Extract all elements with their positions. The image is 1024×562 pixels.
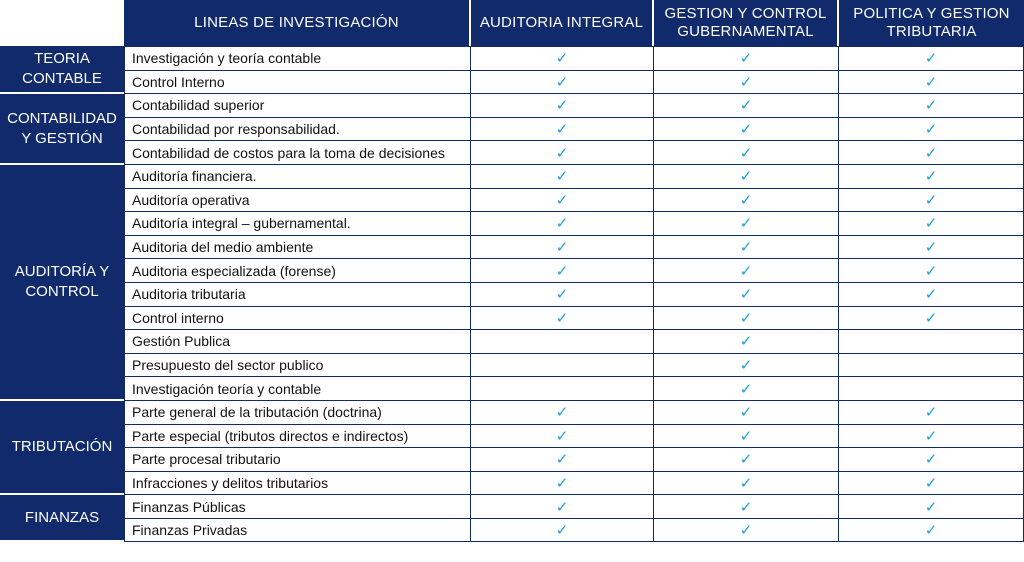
- table-row: [0, 165, 1024, 189]
- check-politica-tributaria-cell: [839, 118, 1024, 142]
- check-icon: ✓: [739, 215, 753, 233]
- check-icon: ✓: [739, 239, 753, 257]
- table-row: [0, 46, 1024, 71]
- check-auditoria-integral-cell: [471, 212, 654, 236]
- check-auditoria-integral-cell: [471, 519, 654, 543]
- check-politica-tributaria-cell: [839, 495, 1024, 519]
- area-label: AUDITORÍA Y CONTROL: [0, 165, 124, 401]
- check-icon: ✓: [924, 144, 938, 162]
- check-icon: ✓: [739, 498, 753, 516]
- check-icon: ✓: [555, 262, 569, 280]
- research-line-label: Auditoria del medio ambiente: [124, 236, 471, 260]
- check-auditoria-integral-cell: [471, 401, 654, 425]
- check-icon: ✓: [924, 451, 938, 469]
- area-label: TRIBUTACIÓN: [0, 401, 124, 495]
- check-gestion-control-cell: [654, 472, 839, 496]
- table-row: [0, 425, 1024, 449]
- table-row: [0, 118, 1024, 142]
- check-politica-tributaria-cell: [839, 259, 1024, 283]
- check-icon: ✓: [555, 73, 569, 91]
- check-politica-tributaria-cell: [839, 71, 1024, 95]
- check-gestion-control-cell: [654, 94, 839, 118]
- check-icon: ✓: [739, 309, 753, 327]
- check-icon: ✓: [555, 168, 569, 186]
- table-row: [0, 141, 1024, 165]
- check-politica-tributaria-cell: [839, 519, 1024, 543]
- research-line-label: Auditoria especializada (forense): [124, 259, 471, 283]
- table-row: [0, 189, 1024, 213]
- check-icon: ✓: [739, 286, 753, 304]
- check-icon: ✓: [924, 498, 938, 516]
- check-icon: ✓: [555, 215, 569, 233]
- check-icon: ✓: [555, 239, 569, 257]
- check-icon: ✓: [739, 191, 753, 209]
- check-gestion-control-cell: [654, 401, 839, 425]
- check-politica-tributaria-cell: [839, 212, 1024, 236]
- check-icon: ✓: [924, 168, 938, 186]
- check-gestion-control-cell: [654, 46, 839, 71]
- check-icon: ✓: [555, 121, 569, 139]
- research-line-label: Control Interno: [124, 71, 471, 95]
- check-gestion-control-cell: [654, 118, 839, 142]
- table-row: [0, 71, 1024, 95]
- check-gestion-control-cell: [654, 448, 839, 472]
- check-politica-tributaria-cell: [839, 425, 1024, 449]
- check-icon: ✓: [555, 97, 569, 115]
- check-gestion-control-cell: [654, 141, 839, 165]
- check-auditoria-integral-cell: [471, 46, 654, 71]
- research-line-label: Auditoría financiera.: [124, 165, 471, 189]
- research-line-label: Infracciones y delitos tributarios: [124, 472, 471, 496]
- check-gestion-control-cell: [654, 189, 839, 213]
- research-line-label: Gestión Publica: [124, 330, 471, 354]
- check-icon: ✓: [924, 474, 938, 492]
- check-auditoria-integral-cell: [471, 118, 654, 142]
- check-icon: ✓: [739, 73, 753, 91]
- check-auditoria-integral-cell: [471, 425, 654, 449]
- table-row: [0, 236, 1024, 260]
- table-row: [0, 330, 1024, 354]
- check-icon: ✓: [924, 427, 938, 445]
- check-gestion-control-cell: [654, 165, 839, 189]
- check-politica-tributaria-cell: [839, 448, 1024, 472]
- check-icon: ✓: [739, 522, 753, 540]
- header-row: [0, 0, 1024, 46]
- check-auditoria-integral-cell: [471, 330, 654, 354]
- check-icon: ✓: [924, 73, 938, 91]
- check-icon: ✓: [555, 309, 569, 327]
- check-icon: ✓: [739, 262, 753, 280]
- check-auditoria-integral-cell: [471, 448, 654, 472]
- table-row: [0, 472, 1024, 496]
- check-auditoria-integral-cell: [471, 236, 654, 260]
- research-line-label: Finanzas Privadas: [124, 519, 471, 543]
- check-icon: ✓: [924, 191, 938, 209]
- check-gestion-control-cell: [654, 236, 839, 260]
- table-row: [0, 377, 1024, 401]
- check-icon: ✓: [739, 333, 753, 351]
- check-auditoria-integral-cell: [471, 377, 654, 401]
- check-auditoria-integral-cell: [471, 189, 654, 213]
- check-auditoria-integral-cell: [471, 165, 654, 189]
- check-icon: ✓: [924, 50, 938, 68]
- check-auditoria-integral-cell: [471, 307, 654, 331]
- check-auditoria-integral-cell: [471, 283, 654, 307]
- check-icon: ✓: [924, 121, 938, 139]
- table-row: [0, 283, 1024, 307]
- table-row: [0, 495, 1024, 519]
- check-gestion-control-cell: [654, 330, 839, 354]
- check-icon: ✓: [739, 451, 753, 469]
- check-icon: ✓: [555, 451, 569, 469]
- check-politica-tributaria-cell: [839, 283, 1024, 307]
- check-gestion-control-cell: [654, 283, 839, 307]
- table-row: [0, 401, 1024, 425]
- table-row: [0, 448, 1024, 472]
- check-icon: ✓: [924, 239, 938, 257]
- table-row: [0, 307, 1024, 331]
- header-gestion-control: GESTION Y CONTROL GUBERNAMENTAL: [654, 0, 839, 46]
- table-row: [0, 259, 1024, 283]
- check-icon: ✓: [739, 427, 753, 445]
- check-politica-tributaria-cell: [839, 141, 1024, 165]
- check-gestion-control-cell: [654, 519, 839, 543]
- check-auditoria-integral-cell: [471, 141, 654, 165]
- check-icon: ✓: [555, 404, 569, 422]
- check-icon: ✓: [924, 215, 938, 233]
- check-icon: ✓: [555, 191, 569, 209]
- check-icon: ✓: [555, 498, 569, 516]
- check-auditoria-integral-cell: [471, 354, 654, 378]
- research-line-label: Contabilidad por responsabilidad.: [124, 118, 471, 142]
- check-icon: ✓: [924, 97, 938, 115]
- check-icon: ✓: [555, 50, 569, 68]
- research-line-label: Auditoria tributaria: [124, 283, 471, 307]
- check-icon: ✓: [739, 50, 753, 68]
- research-line-label: Parte procesal tributario: [124, 448, 471, 472]
- check-icon: ✓: [739, 474, 753, 492]
- area-label: FINANZAS: [0, 495, 124, 542]
- check-politica-tributaria-cell: [839, 472, 1024, 496]
- check-politica-tributaria-cell: [839, 94, 1024, 118]
- check-icon: ✓: [739, 380, 753, 398]
- check-icon: ✓: [924, 309, 938, 327]
- check-politica-tributaria-cell: [839, 189, 1024, 213]
- check-gestion-control-cell: [654, 377, 839, 401]
- check-auditoria-integral-cell: [471, 495, 654, 519]
- check-politica-tributaria-cell: [839, 165, 1024, 189]
- check-auditoria-integral-cell: [471, 259, 654, 283]
- check-icon: ✓: [924, 262, 938, 280]
- header-auditoria-integral: AUDITORIA INTEGRAL: [471, 0, 654, 46]
- check-icon: ✓: [739, 404, 753, 422]
- check-gestion-control-cell: [654, 259, 839, 283]
- check-gestion-control-cell: [654, 212, 839, 236]
- table-row: [0, 354, 1024, 378]
- check-icon: ✓: [555, 522, 569, 540]
- table-row: [0, 94, 1024, 118]
- research-line-label: Finanzas Públicas: [124, 495, 471, 519]
- research-line-label: Contabilidad de costos para la toma de decisiones: [124, 141, 471, 165]
- check-politica-tributaria-cell: [839, 330, 1024, 354]
- area-label: CONTABILIDAD Y GESTIÓN: [0, 94, 124, 165]
- check-auditoria-integral-cell: [471, 94, 654, 118]
- research-line-label: Parte general de la tributación (doctrina): [124, 401, 471, 425]
- check-auditoria-integral-cell: [471, 71, 654, 95]
- check-icon: ✓: [555, 144, 569, 162]
- check-icon: ✓: [739, 121, 753, 139]
- table-row: [0, 519, 1024, 543]
- check-gestion-control-cell: [654, 354, 839, 378]
- research-line-label: Contabilidad superior: [124, 94, 471, 118]
- research-line-label: Control interno: [124, 307, 471, 331]
- check-politica-tributaria-cell: [839, 354, 1024, 378]
- header-politica-tributaria: POLITICA Y GESTION TRIBUTARIA: [839, 0, 1024, 46]
- check-icon: ✓: [924, 522, 938, 540]
- table-row: [0, 212, 1024, 236]
- table-body: [0, 46, 1024, 542]
- research-line-label: Investigación y teoría contable: [124, 46, 471, 71]
- check-politica-tributaria-cell: [839, 236, 1024, 260]
- research-line-label: Auditoría operativa: [124, 189, 471, 213]
- check-politica-tributaria-cell: [839, 307, 1024, 331]
- check-icon: ✓: [924, 286, 938, 304]
- research-line-label: Presupuesto del sector publico: [124, 354, 471, 378]
- check-politica-tributaria-cell: [839, 46, 1024, 71]
- header-corner: [0, 0, 124, 46]
- check-gestion-control-cell: [654, 71, 839, 95]
- research-line-label: Investigación teoría y contable: [124, 377, 471, 401]
- check-politica-tributaria-cell: [839, 377, 1024, 401]
- check-politica-tributaria-cell: [839, 401, 1024, 425]
- header-lines-label: LINEAS DE INVESTIGACIÓN: [124, 0, 471, 46]
- check-icon: ✓: [924, 404, 938, 422]
- check-icon: ✓: [555, 286, 569, 304]
- check-icon: ✓: [555, 474, 569, 492]
- check-icon: ✓: [739, 168, 753, 186]
- check-icon: ✓: [739, 144, 753, 162]
- research-line-label: Auditoría integral – gubernamental.: [124, 212, 471, 236]
- check-auditoria-integral-cell: [471, 472, 654, 496]
- check-gestion-control-cell: [654, 425, 839, 449]
- check-gestion-control-cell: [654, 307, 839, 331]
- check-gestion-control-cell: [654, 495, 839, 519]
- check-icon: ✓: [555, 427, 569, 445]
- area-label: TEORIA CONTABLE: [0, 46, 124, 94]
- check-icon: ✓: [739, 357, 753, 375]
- research-line-label: Parte especial (tributos directos e indirectos): [124, 425, 471, 449]
- check-icon: ✓: [739, 97, 753, 115]
